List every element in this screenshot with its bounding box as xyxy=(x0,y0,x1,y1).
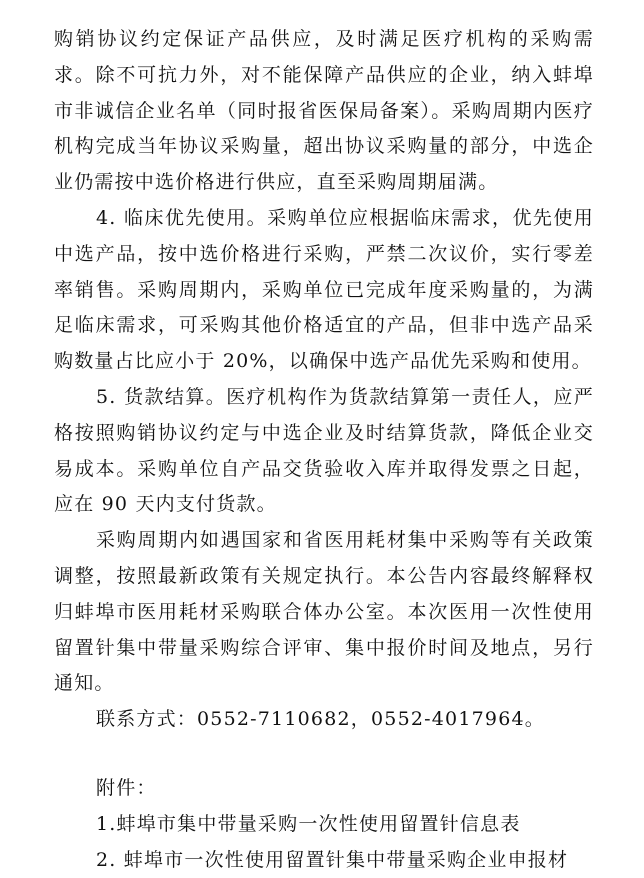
attachment-item: 2. 蚌埠市一次性使用留置针集中带量采购企业申报材 xyxy=(96,848,569,871)
spacer xyxy=(54,738,594,771)
paragraph-clinical-priority: 4. 临床优先使用。采购单位应根据临床需求，优先使用中选产品，按中选价格进行采购，严禁二次议价，实行零差率销售。采购周期内，采购单位已完成年度采购量的，为满足临床需求，可采购其他价格适宜的产品，但非中选产品采购数量占比应小于 20%，以确保中选产品优先采购和使用。 xyxy=(54,206,594,373)
contact-info: 联系方式：0552-7110682，0552-4017964。 xyxy=(96,708,545,731)
paragraph-supply-guarantee: 购销协议约定保证产品供应，及时满足医疗机构的采购需求。除不可抗力外，对不能保障产品供应的企业，纳入蚌埠市非诚信企业名单（同时报省医保局备案）。采购周期内医疗机构完成当年协议采购量，超出协议采购量的部分，中选企业仍需按中选价格进行供应，直至采购周期届满。 xyxy=(54,28,594,194)
paragraph-policy-adjustment: 采购周期内如遇国家和省医用耗材集中采购等有关政策调整，按照最新政策有关规定执行。本公告内容最终解释权归蚌埠市医用耗材采购联合体办公室。本次医用一次性使用留置针集中带量采购综合评审、集中报价时间及地点，另行通知。 xyxy=(54,529,594,695)
paragraph-payment-settlement: 5. 货款结算。医疗机构作为货款结算第一责任人，应严格按照购销协议约定与中选企业及时结算货款，降低企业交易成本。采购单位自产品交货验收入库并取得发票之日起，应在 90 天内支付货款。 xyxy=(54,385,594,516)
attachments-heading: 附件： xyxy=(96,776,157,799)
attachment-item: 1.蚌埠市集中带量采购一次性使用留置针信息表 xyxy=(96,812,521,835)
document-page xyxy=(54,0,594,871)
